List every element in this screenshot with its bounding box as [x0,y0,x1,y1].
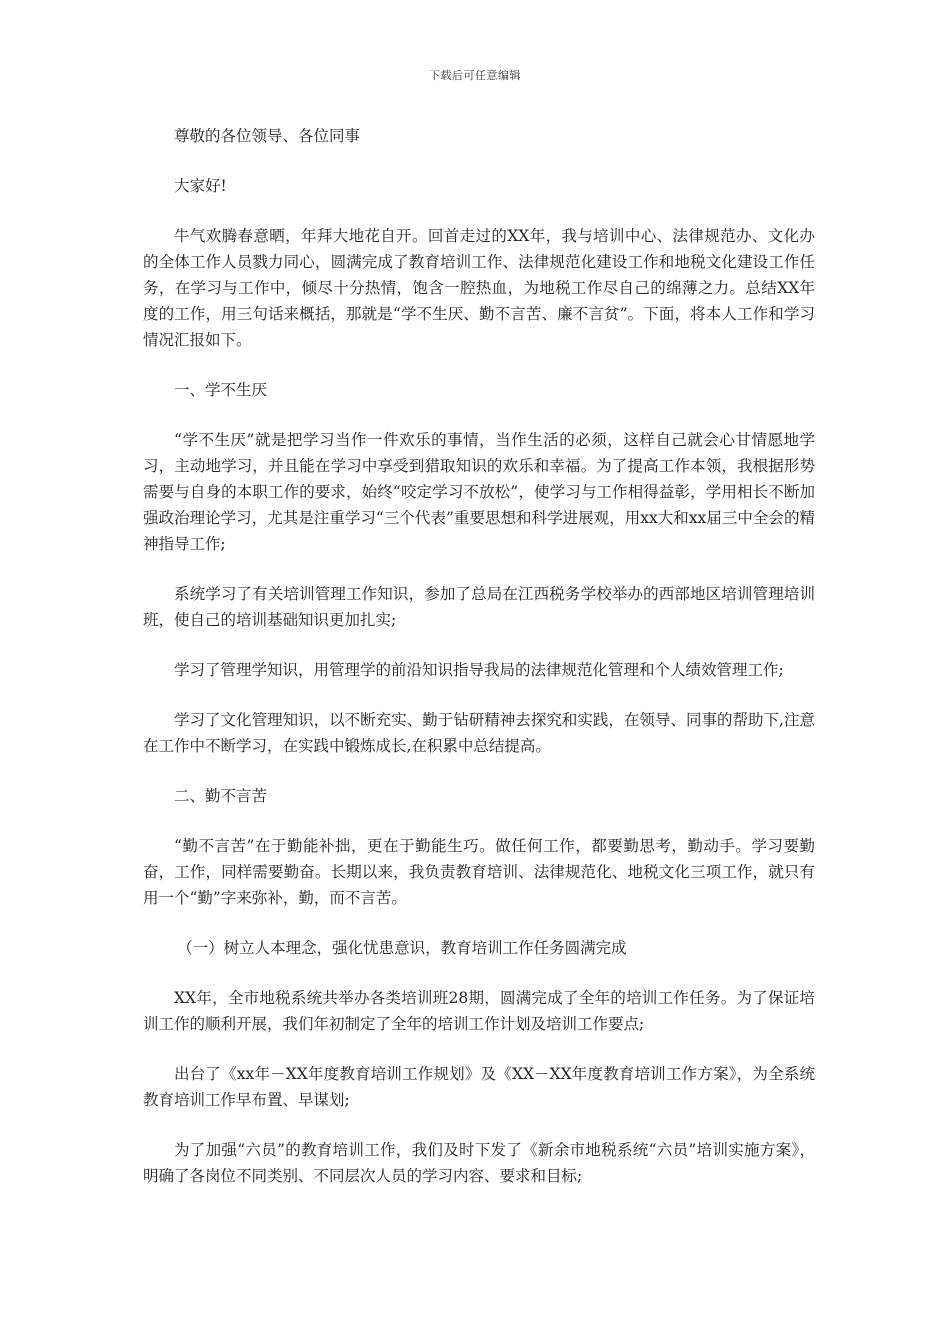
section1-paragraph-2: 系统学习了有关培训管理工作知识，参加了总局在江西税务学校举办的西部地区培训管理培训班，使自己的培训基础知识更加扎实; [143,585,815,629]
section2-paragraph-1: “勤不言苦”在于勤能补拙，更在于勤能生巧。做任何工作，都要勤思考，勤动手。学习要勤奋，工作，同样需要勤奋。长期以来，我负责教育培训、法律规范化、地税文化三项工作，就只有用一个“勤”字来弥补，勤，而不言苦。 [143,837,815,907]
section2-paragraph-3: 出台了《xx年－XX年度教育培训工作规划》及《XX－XX年度教育培训工作方案》，为全系统教育培训工作早布置、早谋划; [143,1065,815,1109]
salutation: 尊敬的各位领导、各位同事 [174,127,361,145]
section-heading-2: 二、勤不言苦 [174,787,268,805]
section-heading-1: 一、学不生厌 [174,381,268,399]
section1-paragraph-3: 学习了管理学知识，用管理学的前沿知识指导我局的法律规范化管理和个人绩效管理工作; [174,661,784,679]
greeting: 大家好! [174,177,227,195]
section2-paragraph-4: 为了加强“六员”的教育培训工作，我们及时下发了《新余市地税系统“六员”培训实施方案》，明确了各岗位不同类别、不同层次人员的学习内容、要求和目标; [143,1141,815,1185]
section1-paragraph-4: 学习了文化管理知识，以不断充实、勤于钻研精神去探究和实践，在领导、同事的帮助下,注意在工作中不断学习，在实践中锻炼成长,在积累中总结提高。 [143,711,815,755]
section2-paragraph-2: XX年，全市地税系统共举办各类培训班28期，圆满完成了全年的培训工作任务。为了保证培训工作的顺利开展，我们年初制定了全年的培训工作计划及培训工作要点; [143,989,815,1033]
section2-subheading-1: （一）树立人本理念，强化忧患意识，教育培训工作任务圆满完成 [177,939,627,957]
section1-paragraph-1: “学不生厌”就是把学习当作一件欢乐的事情，当作生活的必须，这样自己就会心甘情愿地学习，主动地学习，并且能在学习中享受到猎取知识的欢乐和幸福。为了提高工作本领，我根据形势需要与自身的本职工作的要求，始终“咬定学习不放松”，使学习与工作相得益彰，学用相长不断加强政治理论学习，尤其是注重学习“三个代表”重要思想和科学进展观，用xx大和xx届三中全会的精神指导工作; [143,431,815,553]
page-header-watermark: 下载后可任意编辑 [429,69,521,82]
intro-paragraph: 牛气欢腾春意晒，年拜大地花自开。回首走过的XX年，我与培训中心、法律规范办、文化办的全体工作人员戮力同心，圆满完成了教育培训工作、法律规范化建设工作和地税文化建设工作任务，在学习与工作中，倾尽十分热情，饱含一腔热血，为地税工作尽自己的绵薄之力。总结XX年度的工作，用三句话来概括，那就是“学不生厌、勤不言苦、廉不言贫”。下面，将本人工作和学习情况汇报如下。 [143,227,815,349]
document-body [143,123,815,1213]
